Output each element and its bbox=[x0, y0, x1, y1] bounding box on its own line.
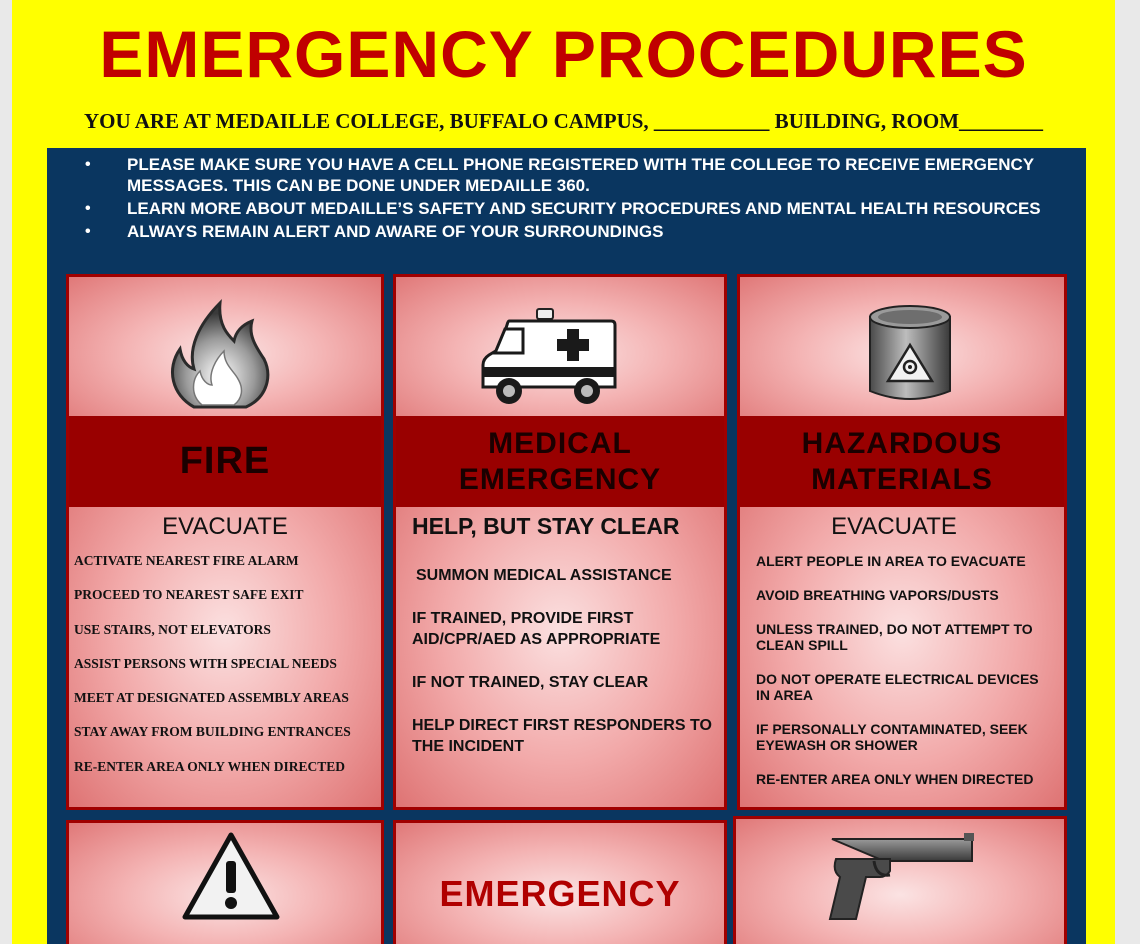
medical-card bbox=[393, 274, 727, 810]
bullet-item: • LEARN MORE ABOUT MEDAILLE’S SAFETY AND SECURITY PROCEDURES AND MENTAL HEALTH RESOURCES bbox=[85, 198, 1045, 219]
emergency-label: EMERGENCY bbox=[439, 873, 681, 914]
hazardous-subhead: EVACUATE bbox=[831, 513, 957, 540]
fire-icon-area bbox=[69, 277, 381, 416]
fire-step: STAY AWAY FROM BUILDING ENTRANCES bbox=[74, 724, 351, 740]
hazardous-step: ALERT PEOPLE IN AREA TO EVACUATE bbox=[756, 553, 1026, 569]
hazardous-icon-area bbox=[740, 277, 1064, 416]
fire-step: USE STAIRS, NOT ELEVATORS bbox=[74, 621, 271, 637]
ambulance-icon bbox=[479, 307, 619, 411]
poster-title: EMERGENCY PROCEDURES bbox=[99, 17, 1028, 91]
fire-step: ACTIVATE NEAREST FIRE ALARM bbox=[74, 553, 299, 568]
hazardous-title-line1: HAZARDOUS bbox=[801, 426, 1003, 460]
fire-card bbox=[66, 274, 384, 810]
warning-triangle-icon bbox=[181, 831, 281, 923]
biohazard-barrel-icon bbox=[866, 303, 954, 405]
medical-title-band bbox=[396, 416, 724, 507]
hazardous-step: AVOID BREATHING VAPORS/DUSTS bbox=[756, 587, 999, 603]
procedures-panel bbox=[47, 148, 1086, 944]
guidance-bullets bbox=[85, 154, 1045, 244]
handgun-icon bbox=[826, 831, 978, 921]
medical-title-line2: EMERGENCY bbox=[458, 462, 662, 496]
bullet-item: • PLEASE MAKE SURE YOU HAVE A CELL PHONE REGISTERED WITH THE COLLEGE TO RECEIVE EMERGENCY MESSAGES. THIS CAN BE DONE UNDER MEDAILLE 360. bbox=[85, 154, 1045, 196]
location-line: YOU ARE AT MEDAILLE COLLEGE, BUFFALO CAMPUS, ___________ BUILDING, ROOM________ bbox=[83, 109, 1044, 133]
hazardous-step: UNLESS TRAINED, DO NOT ATTEMPT TO CLEAN SPILL bbox=[756, 621, 1033, 653]
bullet-item: • ALWAYS REMAIN ALERT AND AWARE OF YOUR SURROUNDINGS bbox=[85, 221, 1045, 242]
fire-title-band bbox=[69, 416, 381, 507]
fire-step: PROCEED TO NEAREST SAFE EXIT bbox=[74, 587, 304, 603]
fire-step: RE-ENTER AREA ONLY WHEN DIRECTED bbox=[74, 758, 346, 774]
medical-subhead: HELP, BUT STAY CLEAR bbox=[412, 513, 680, 539]
medical-step: IF NOT TRAINED, STAY CLEAR bbox=[412, 674, 649, 691]
fire-step: ASSIST PERSONS WITH SPECIAL NEEDS bbox=[74, 655, 337, 671]
emergency-card bbox=[393, 820, 727, 944]
medical-step: SUMMON MEDICAL ASSISTANCE bbox=[416, 567, 672, 584]
hazardous-card bbox=[737, 274, 1067, 810]
medical-step: IF TRAINED, PROVIDE FIRST AID/CPR/AED AS APPROPRIATE bbox=[412, 610, 661, 648]
fire-instructions bbox=[69, 507, 381, 810]
medical-icon-area bbox=[396, 277, 724, 416]
medical-step: HELP DIRECT FIRST RESPONDERS TO THE INCIDENT bbox=[412, 717, 712, 755]
weapon-card bbox=[733, 816, 1067, 944]
medical-steps bbox=[412, 565, 712, 779]
hazardous-step: DO NOT OPERATE ELECTRICAL DEVICES IN AREA bbox=[756, 671, 1039, 703]
hazardous-instructions bbox=[740, 507, 1064, 810]
warning-card bbox=[66, 820, 384, 944]
fire-steps bbox=[74, 553, 351, 793]
fire-subhead: EVACUATE bbox=[162, 513, 288, 540]
hazardous-steps bbox=[756, 553, 1056, 805]
fire-title: FIRE bbox=[179, 440, 271, 482]
hazardous-title-line2: MATERIALS bbox=[811, 462, 993, 496]
hazardous-title-band bbox=[740, 416, 1064, 507]
medical-title-line1: MEDICAL bbox=[488, 426, 632, 460]
hazardous-step: IF PERSONALLY CONTAMINATED, SEEK EYEWASH OR SHOWER bbox=[756, 721, 1028, 753]
fire-icon bbox=[164, 299, 276, 411]
hazardous-step: RE-ENTER AREA ONLY WHEN DIRECTED bbox=[756, 771, 1034, 787]
medical-instructions bbox=[396, 507, 724, 810]
fire-step: MEET AT DESIGNATED ASSEMBLY AREAS bbox=[74, 690, 349, 706]
emergency-poster bbox=[12, 0, 1115, 944]
